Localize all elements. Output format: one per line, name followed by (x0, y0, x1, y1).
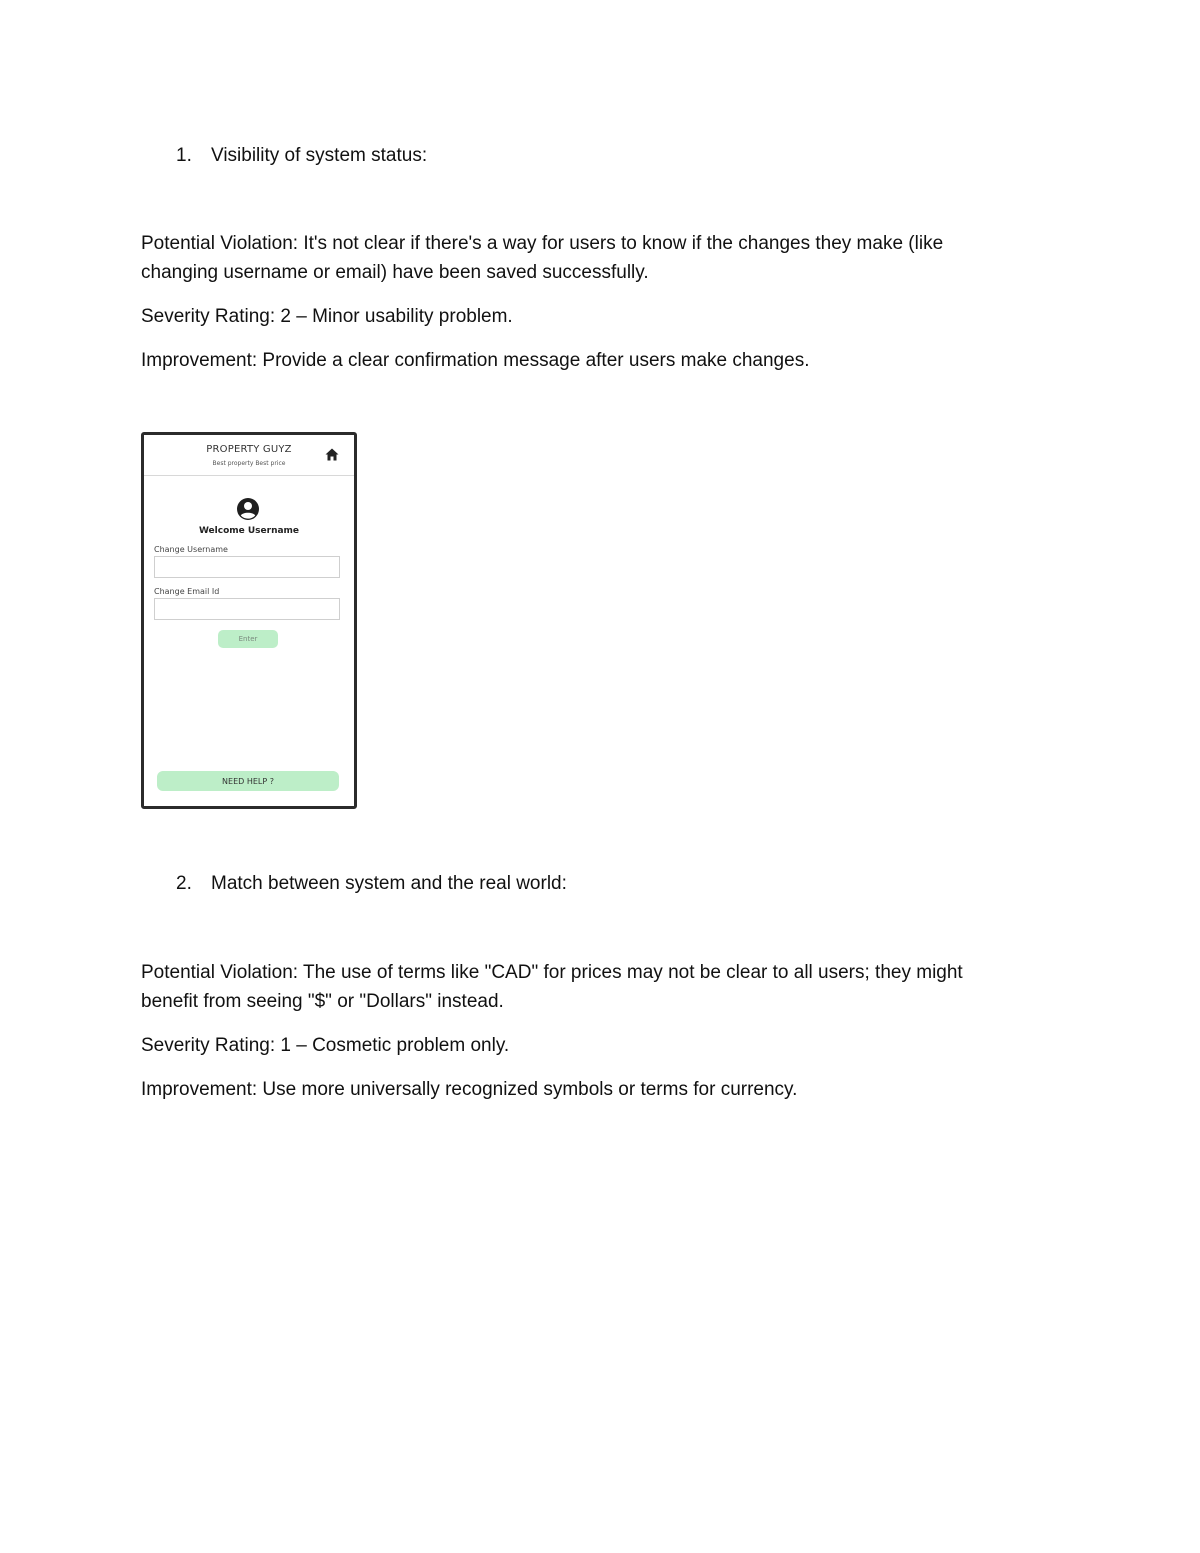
email-label: Change Email Id (154, 587, 220, 596)
section-2-improvement: Improvement: Use more universally recognized symbols or terms for currency. (141, 1079, 798, 1100)
section-1-violation: Potential Violation: It's not clear if there's a way for users to know if the changes they make (like changing username or email) have been saved successfully. (141, 233, 944, 283)
section-2-violation: Potential Violation: The use of terms like "CAD" for prices may not be clear to all users; they might benefit from seeing "$" or "Dollars" instead. (141, 962, 963, 1012)
username-label: Change Username (154, 545, 228, 554)
section-1-number: 1. (176, 145, 192, 166)
mockup-header (144, 435, 354, 476)
need-help-button[interactable]: NEED HELP ? (157, 771, 339, 791)
app-mockup-screenshot (141, 432, 357, 809)
section-1-improvement: Improvement: Provide a clear confirmation message after users make changes. (141, 350, 810, 371)
username-input[interactable] (154, 556, 340, 578)
section-1-heading (176, 143, 427, 169)
section-2-heading (176, 871, 567, 897)
section-2-number: 2. (176, 873, 192, 894)
section-2-severity: Severity Rating: 1 – Cosmetic problem only. (141, 1035, 510, 1056)
email-input[interactable] (154, 598, 340, 620)
home-icon[interactable] (325, 448, 339, 461)
section-1-severity: Severity Rating: 2 – Minor usability problem. (141, 306, 513, 327)
mockup-brand: PROPERTY GUYZ (206, 444, 292, 455)
mockup-welcome-text: Welcome Username (198, 526, 300, 536)
mockup-tagline: Best property Best price (212, 460, 286, 467)
user-circle-icon (236, 497, 260, 521)
section-2-title: Match between system and the real world: (211, 873, 567, 894)
section-1-title: Visibility of system status: (211, 145, 428, 166)
enter-button[interactable]: Enter (218, 630, 278, 648)
